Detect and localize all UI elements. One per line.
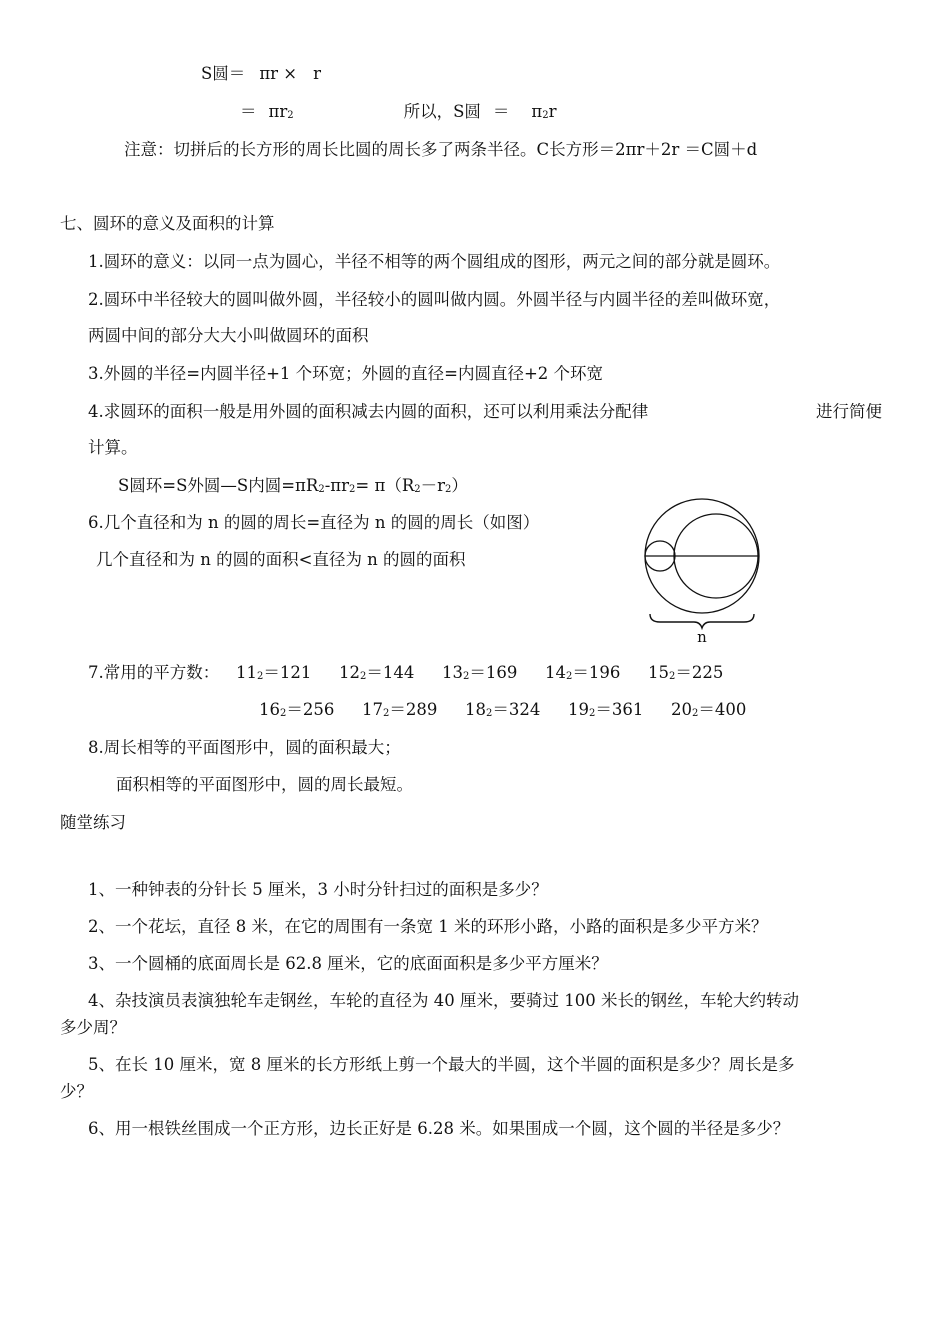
point-7-label: 7.常用的平方数： <box>88 663 220 682</box>
so-area: 所以，S圆 <box>403 102 481 121</box>
area-label: S圆＝ <box>201 64 246 83</box>
exponent: 2 <box>287 110 294 121</box>
pi-symbol: π <box>531 102 543 121</box>
figure-label-n: n <box>697 628 707 646</box>
question-3: 3、一个圆桶的底面周长是 62.8 厘米，它的底面面积是多少平方厘米？ <box>88 954 608 973</box>
radius-r-2: r <box>548 102 557 121</box>
exponent-2: 2 <box>542 110 549 121</box>
point-8-line-1: 8.周长相等的平面图形中，圆的面积最大； <box>88 738 401 757</box>
square-item: $17_2=289$ <box>362 700 438 719</box>
derivation-line-1 <box>201 66 321 83</box>
square-item: $18_2=324$ <box>465 700 541 719</box>
question-4-line-2: 多少周？ <box>60 1018 126 1037</box>
question-5-line-1: 5、在长 10 厘米，宽 8 厘米的长方形纸上剪一个最大的半圆，这个半圆的面积是多少？周长是多 <box>88 1055 795 1074</box>
pi-r-squared: πr <box>268 102 288 121</box>
section-title: 七、圆环的意义及面积的计算 <box>60 214 275 233</box>
question-4-line-1: 4、杂技演员表演独轮车走钢丝，车轮的直径为 40 厘米，要骑过 100 米长的钢丝，车轮大约转动 <box>88 991 799 1010</box>
circles-figure <box>636 498 766 648</box>
point-4-line-2: 计算。 <box>88 438 138 457</box>
practice-title: 随堂练习 <box>60 813 126 832</box>
ring-area-formula: S圆环=S外圆—S内圆$=\pi R_2-\pi r_2= \pi(R_2-r_2)$ <box>118 476 468 495</box>
equals-sign-2: ＝ <box>492 102 510 121</box>
point-1: 1.圆环的意义：以同一点为圆心，半径不相等的两个圆组成的图形，两元之间的部分就是圆环。 <box>88 252 781 271</box>
point-4-tail: 进行简便 <box>816 402 882 421</box>
square-item: $20_2=400$ <box>671 700 747 719</box>
point-4-line-1: 4.求圆环的面积一般是用外圆的面积减去内圆的面积，还可以利用乘法分配律 <box>88 402 649 421</box>
question-5-line-2: 少？ <box>60 1082 93 1101</box>
point-2-line-2: 两圆中间的部分大大小叫做圆环的面积 <box>88 326 369 345</box>
radius-r: r <box>313 64 322 83</box>
square-item: $14_2=196$ <box>545 663 621 682</box>
equals-sign: ＝ <box>240 102 257 121</box>
square-item: $13_2=169$ <box>442 663 518 682</box>
square-item: $19_2=361$ <box>568 700 644 719</box>
question-6: 6、用一根铁丝围成一个正方形，边长正好是 6.28 米。如果围成一个圆，这个圆的半径是多少？ <box>88 1119 790 1138</box>
point-6-line-2: 几个直径和为 n 的圆的面积<直径为 n 的圆的面积 <box>96 550 466 569</box>
derivation-note: 注意：切拼后的长方形的周长比圆的周长多了两条半径。C长方形＝2πr＋2r ＝C圆＋d <box>124 140 758 159</box>
square-item: $11_2=121$ <box>236 663 312 682</box>
question-1: 1、一种钟表的分针长 5 厘米，3 小时分针扫过的面积是多少？ <box>88 880 548 899</box>
brace <box>650 614 754 628</box>
square-item: $15_2=225$ <box>648 663 724 682</box>
point-8-line-2: 面积相等的平面图形中，圆的周长最短。 <box>116 775 413 794</box>
derivation-line-2 <box>240 104 557 121</box>
question-2: 2、一个花坛，直径 8 米，在它的周围有一条宽 1 米的环形小路，小路的面积是多少平方米？ <box>88 917 768 936</box>
pi-r-times: πr × <box>259 64 298 83</box>
point-3: 3.外圆的半径=内圆半径+1 个环宽；外圆的直径=内圆直径+2 个环宽 <box>88 364 604 383</box>
square-item: $12_2=144$ <box>339 663 415 682</box>
point-6-line-1: 6.几个直径和为 n 的圆的周长=直径为 n 的圆的周长（如图） <box>88 513 540 532</box>
square-item: $16_2=256$ <box>259 700 335 719</box>
point-2-line-1: 2.圆环中半径较大的圆叫做外圆，半径较小的圆叫做内圆。外圆半径与内圆半径的差叫做环宽， <box>88 290 781 309</box>
